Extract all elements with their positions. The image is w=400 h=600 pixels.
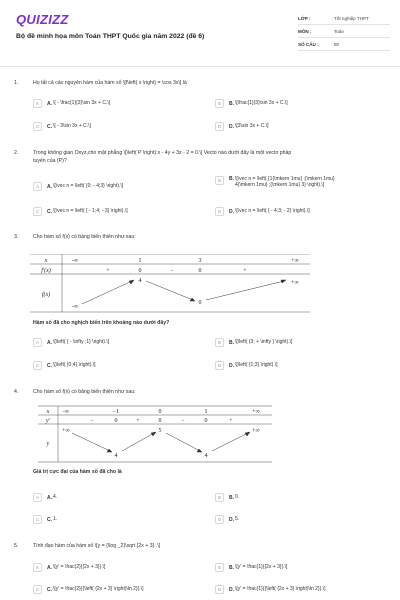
option-text: \[ - 3\sin 3x + C.\] xyxy=(53,123,91,130)
option-box[interactable]: B xyxy=(215,493,224,502)
option-letter: B. xyxy=(229,564,234,571)
option-letter: C. xyxy=(47,516,52,523)
option-c[interactable] xyxy=(33,359,201,372)
x-value: 1 xyxy=(204,409,208,415)
option-box[interactable]: A xyxy=(33,99,42,108)
option-d[interactable] xyxy=(215,120,387,133)
meta-value: 50 xyxy=(334,41,340,47)
option-box[interactable]: C xyxy=(33,122,42,131)
sign: 0 xyxy=(198,268,202,274)
option-letter: A. xyxy=(47,564,52,571)
option-text: \[3\sin 3x + C.\] xyxy=(235,123,269,130)
option-box[interactable]: D xyxy=(215,122,224,131)
option-text xyxy=(235,176,335,189)
f-value: +∞ xyxy=(291,280,299,286)
meta-row-count xyxy=(298,38,390,51)
option-box[interactable]: B xyxy=(215,176,224,185)
sub-question: Giá trị cực đại của hàm số đã cho là xyxy=(33,469,122,475)
y-value: +∞ xyxy=(252,428,260,434)
option-text: \[\vec n = \left( { - 1;4; - 3} \right).\] xyxy=(53,208,128,215)
option-a[interactable] xyxy=(33,561,201,574)
question-number: 2. xyxy=(14,150,19,156)
y-value: 5 xyxy=(158,428,162,434)
option-letter: D. xyxy=(229,123,234,130)
question-number: 3. xyxy=(14,234,19,240)
option-letter: D. xyxy=(229,362,234,369)
document-title: Bộ đề minh họa môn Toán THPT Quốc gia năm 2022 (đề 6) xyxy=(16,33,205,40)
x-value: +∞ xyxy=(252,409,260,415)
row-label-derivative: y' xyxy=(46,418,50,424)
option-letter: B. xyxy=(229,339,234,346)
x-value: 0 xyxy=(158,409,162,415)
option-box[interactable]: A xyxy=(33,563,42,572)
row-label-x: x xyxy=(44,258,48,264)
option-box[interactable]: B xyxy=(215,563,224,572)
meta-value: Tốt nghiệp THPT xyxy=(334,15,369,21)
option-letter: D. xyxy=(229,586,234,593)
sign: − xyxy=(90,418,94,424)
option-box[interactable]: C xyxy=(33,515,42,524)
meta-value: Toán xyxy=(334,28,344,34)
option-text: \[ - \frac{1}{3}\sin 3x + C.\] xyxy=(53,100,111,107)
option-text-line1: \[\vec n = \left( {1{\mkern 1mu} ;{\mkern 1mu} xyxy=(235,176,335,182)
option-box[interactable]: A xyxy=(33,493,42,502)
option-letter: A. xyxy=(47,494,52,501)
option-letter: A. xyxy=(47,100,52,107)
y-value: +∞ xyxy=(62,428,70,434)
option-text: \[y' = \frac{1}{{2x + 3}}.\] xyxy=(235,564,288,571)
x-value: +∞ xyxy=(291,258,299,264)
option-box[interactable]: A xyxy=(33,338,42,347)
option-d[interactable] xyxy=(215,513,387,526)
option-text: 0. xyxy=(235,494,240,501)
row-label-derivative: f'(x) xyxy=(41,268,51,274)
option-box[interactable]: B xyxy=(215,338,224,347)
option-text: \[\left( {3; + \infty } \right).\] xyxy=(235,339,293,346)
option-b[interactable] xyxy=(215,336,387,349)
option-box[interactable]: C xyxy=(33,361,42,370)
sign: 0 xyxy=(158,418,162,424)
option-c[interactable] xyxy=(33,205,201,218)
option-text: \[\left( {1;3} \right).\] xyxy=(235,362,278,369)
sign: − xyxy=(181,418,185,424)
option-box[interactable]: D xyxy=(215,585,224,594)
question-number: 4. xyxy=(14,389,19,395)
option-b[interactable] xyxy=(215,97,387,110)
sub-question: Hàm số đã cho nghịch biến trên khoảng nào dưới đây? xyxy=(33,320,170,326)
row-label-function: f(x) xyxy=(41,292,51,298)
option-b[interactable] xyxy=(215,176,387,196)
option-letter: A. xyxy=(47,183,52,190)
option-letter: B. xyxy=(229,176,234,182)
option-b[interactable] xyxy=(215,491,387,504)
option-text: \[\vec n = \left( { - 4;3; - 2} \right).\] xyxy=(235,208,310,215)
option-letter: C. xyxy=(47,123,52,130)
sign: − xyxy=(170,268,174,274)
option-a[interactable] xyxy=(33,180,201,193)
meta-label: LỚP : xyxy=(298,15,311,21)
y-value: 4 xyxy=(204,453,208,459)
option-letter: B. xyxy=(229,100,234,107)
variation-table-q4 xyxy=(38,405,272,463)
option-letter: D. xyxy=(229,516,234,523)
option-text: \[\left( { - \infty ;1} \right).\] xyxy=(53,339,110,346)
variation-table-q3 xyxy=(30,254,310,316)
f-value: 0 xyxy=(198,300,202,306)
option-a[interactable] xyxy=(33,97,201,110)
x-value: -∞ xyxy=(62,409,70,415)
option-box[interactable]: D xyxy=(215,361,224,370)
option-letter: C. xyxy=(47,208,52,215)
question-number: 1. xyxy=(14,80,19,86)
option-text: \[y' = \frac{1}{{\left( {2x + 3} \right)\ln 2}}.\] xyxy=(235,586,326,593)
y-value: 4 xyxy=(114,453,118,459)
option-d[interactable] xyxy=(215,205,387,218)
option-box[interactable]: A xyxy=(33,182,42,191)
option-c[interactable] xyxy=(33,513,201,526)
x-value: 1 xyxy=(138,258,142,264)
meta-label: SỐ CÂU : xyxy=(298,41,319,47)
option-text-line2: 4{\mkern 1mu} ;{\mkern 1mu} 3} \right).\] xyxy=(235,182,325,189)
option-letter: C. xyxy=(47,586,52,593)
sign: + xyxy=(229,418,233,424)
question-text: Họ tất cả các nguyên hàm của hàm số \[f\left( x \right) = \cos 3x\] là xyxy=(33,80,187,86)
meta-info xyxy=(298,12,390,51)
sign: 0 xyxy=(138,268,142,274)
option-c[interactable] xyxy=(33,120,201,133)
option-a[interactable] xyxy=(33,491,201,504)
sign: 0 xyxy=(204,418,208,424)
option-letter: D. xyxy=(229,208,234,215)
option-text: 5. xyxy=(235,516,240,523)
option-box[interactable]: C xyxy=(33,585,42,594)
question-text-line2: tuyến của (P)? xyxy=(33,158,67,164)
header-divider xyxy=(0,66,400,67)
option-box[interactable]: C xyxy=(33,207,42,216)
meta-label: MÔN : xyxy=(298,28,312,34)
sign: + xyxy=(243,268,247,274)
meta-row-subject xyxy=(298,25,390,38)
quizizz-logo: QUIZIZZ xyxy=(16,12,69,27)
question-text-line1: Trong không gian Oxyz,cho mặt phẳng \[\left( P \right):x - 4y + 3z - 2 = 0.\] Vecto nào dưới đây là một vecto pháp xyxy=(33,150,292,156)
option-text: \[\vec n = \left( {0; - 4;3} \right).\] xyxy=(53,183,124,190)
option-a[interactable] xyxy=(33,336,201,349)
row-label-function: y xyxy=(46,441,50,447)
option-letter: C. xyxy=(47,362,52,369)
option-text: \[y' = \frac{2}{{\left( {2x + 3} \right)\ln 2}}.\] xyxy=(53,586,144,593)
meta-row-grade xyxy=(298,12,390,25)
sign: 0 xyxy=(114,418,118,424)
option-text: 4. xyxy=(53,494,58,501)
question-text: Tính đạo hàm của hàm số \[y = {\log _2}\sqrt {2x + 3} .\] xyxy=(33,543,161,549)
option-letter: A. xyxy=(47,339,52,346)
option-c[interactable] xyxy=(33,583,201,596)
x-value: −1 xyxy=(112,409,120,415)
option-text: \[\left( {0;4} \right).\] xyxy=(53,362,96,369)
option-d[interactable] xyxy=(215,359,387,372)
option-b[interactable] xyxy=(215,561,387,574)
option-d[interactable] xyxy=(215,583,387,596)
question-number: 5. xyxy=(14,543,19,549)
option-box[interactable]: B xyxy=(215,99,224,108)
option-letter: B. xyxy=(229,494,234,501)
f-value: 4 xyxy=(138,278,142,284)
option-box[interactable]: D xyxy=(215,515,224,524)
x-value: 3 xyxy=(198,258,202,264)
f-value: -∞ xyxy=(71,304,79,310)
option-text: \[\frac{1}{3}\sin 3x + C.\] xyxy=(235,100,288,107)
x-value: -∞ xyxy=(71,258,79,264)
option-text: 1. xyxy=(53,516,58,523)
question-text: Cho hàm số f(x) có bảng biến thiên như sau: xyxy=(33,234,136,240)
sign: + xyxy=(106,268,110,274)
question-text: Cho hàm số f(x) có bảng biến thiên như sau: xyxy=(33,389,136,395)
option-box[interactable]: D xyxy=(215,207,224,216)
sign: + xyxy=(136,418,140,424)
row-label-x: x xyxy=(46,409,50,415)
option-text: \[y' = \frac{2}{{2x + 3}}.\] xyxy=(53,564,106,571)
